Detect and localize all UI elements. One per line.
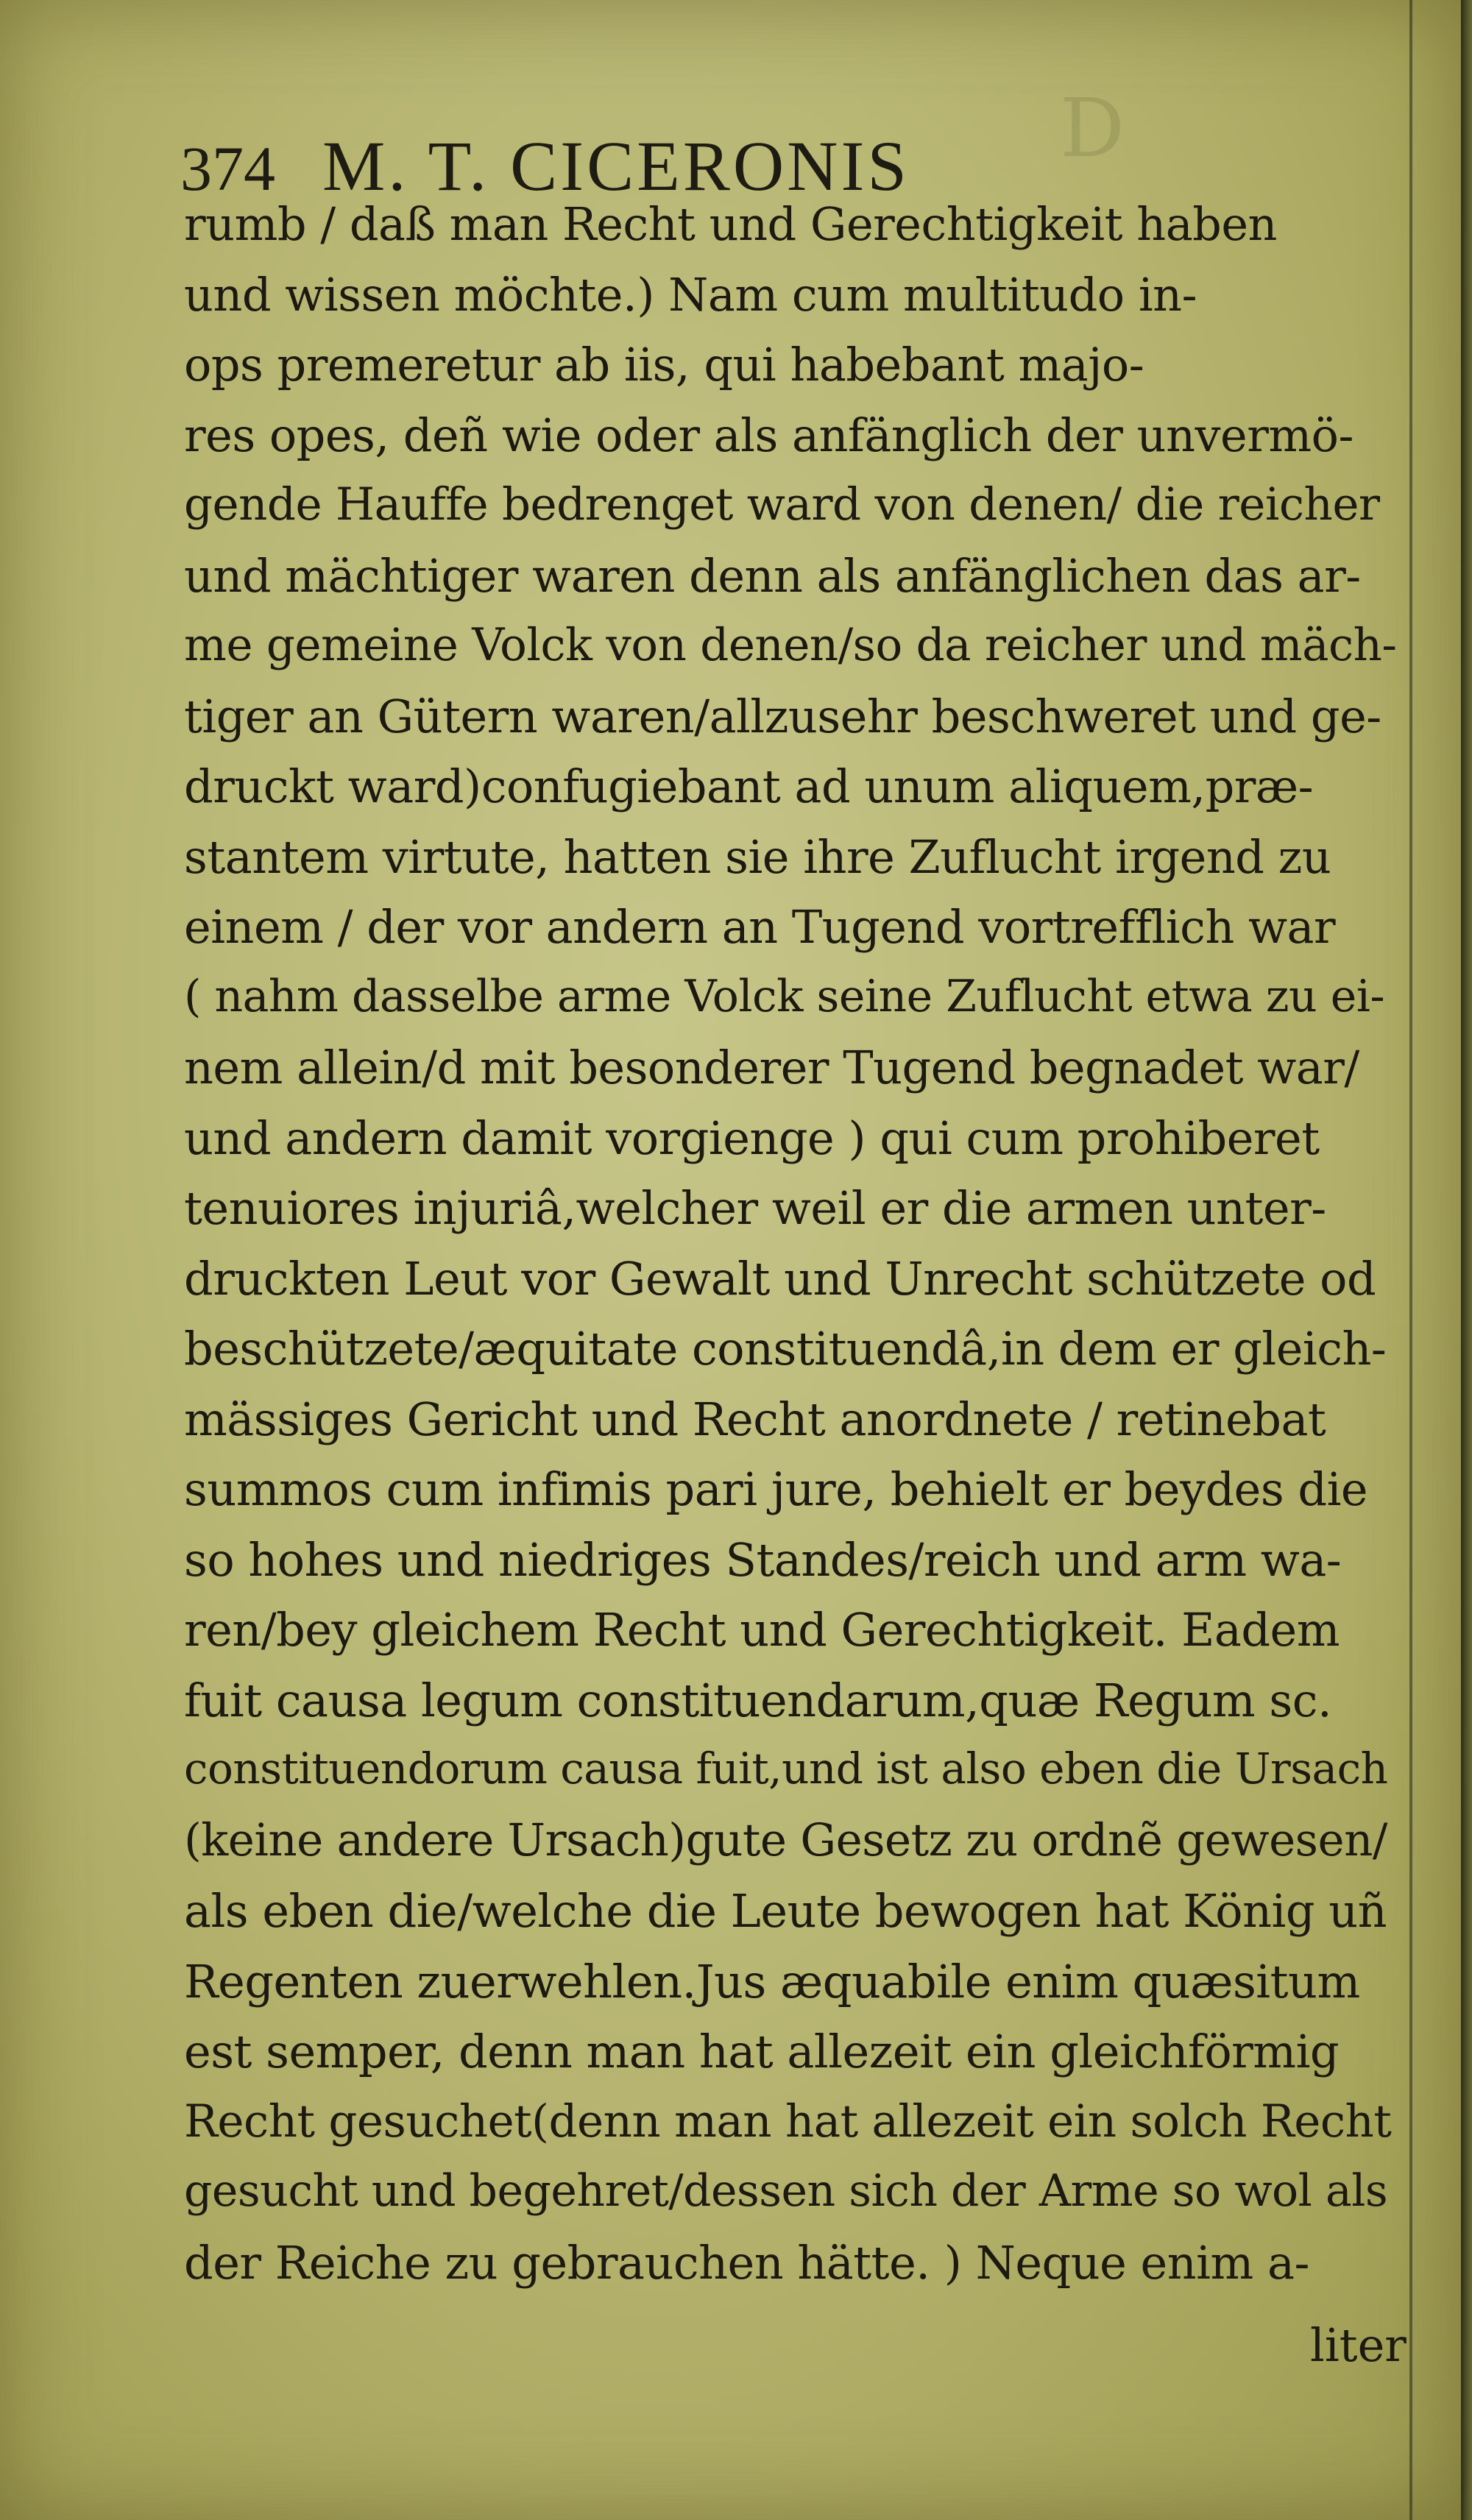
catchword: liter [1310, 2318, 1406, 2372]
page-number: 374 [180, 133, 275, 204]
binding-edge [1461, 0, 1472, 2520]
text-line: beschützete/æquitate constituendâ,in dem er gleich- [184, 1322, 1387, 1376]
text-line: mässiges Gericht und Recht anordnete / retinebat [184, 1392, 1326, 1446]
text-line: druckten Leut vor Gewalt und Unrecht schützete od [184, 1251, 1376, 1306]
text-line: ( nahm dasselbe arme Volck seine Zuflucht etwa zu ei- [184, 970, 1385, 1022]
text-line: Recht gesuchet(denn man hat allezeit ein solch Recht [184, 2095, 1392, 2148]
text-line: gesucht und begehret/dessen sich der Arme so wol als [184, 2165, 1388, 2217]
text-line: nem allein/d mit besonderer Tugend begnadet war/ [184, 1041, 1359, 1094]
text-line: tiger an Gütern waren/allzusehr beschweret und ge- [184, 689, 1381, 743]
text-line: druckt ward)confugiebant ad unum aliquem,præ- [184, 760, 1314, 813]
text-line: als eben die/welche die Leute bewogen hat König uñ [184, 1884, 1387, 1938]
text-line: und wissen möchte.) Nam cum multitudo in- [184, 267, 1197, 322]
show-through-letters: D [1060, 81, 1133, 175]
text-line: Regenten zuerwehlen.Jus æquabile enim quæsitum [184, 1954, 1360, 2008]
text-line: ops premeretur ab iis, qui habebant majo- [184, 338, 1144, 392]
bleed-through-text [280, 2326, 1310, 2392]
text-line: res opes, deñ wie oder als anfänglich der unvermö- [184, 408, 1354, 462]
text-line: est semper, denn man hat allezeit ein gleichförmig [184, 2025, 1340, 2078]
text-line: gende Hauffe bedrenget ward von denen/ die reicher [184, 478, 1380, 531]
text-line: stantem virtute, hatten sie ihre Zuflucht irgend zu [184, 829, 1331, 884]
text-line: der Reiche zu gebrauchen hätte. ) Neque enim a- [184, 2235, 1309, 2290]
text-line: summos cum infimis pari jure, behielt er beydes die [184, 1462, 1368, 1516]
text-line: und andern damit vorgienge ) qui cum prohiberet [184, 1111, 1320, 1165]
text-line: (keine andere Ursach)gute Gesetz zu ordnẽ gewesen/ [184, 1813, 1387, 1866]
text-line: me gemeine Volck von denen/so da reicher und mäch- [184, 619, 1397, 671]
text-line: einem / der vor andern an Tugend vortrefflich war [184, 900, 1336, 954]
page-fold-line [1409, 0, 1412, 2520]
text-line: tenuiores injuriâ,welcher weil er die armen unter- [184, 1181, 1326, 1235]
text-line: so hohes und niedriges Standes/reich und arm wa- [184, 1532, 1342, 1587]
text-line: und mächtiger waren denn als anfänglichen das ar- [184, 548, 1361, 603]
text-line: ren/bey gleichem Recht und Gerechtigkeit. Eadem [184, 1603, 1340, 1657]
running-title: M. T. CICERONIS [322, 127, 910, 205]
running-head [180, 125, 1137, 207]
text-line: constituendorum causa fuit,und ist also eben die Ursach [184, 1744, 1388, 1794]
text-line: rumb / daß man Recht und Gerechtigkeit haben [184, 197, 1277, 251]
text-line: fuit causa legum constituendarum,quæ Regum sc. [184, 1673, 1332, 1727]
